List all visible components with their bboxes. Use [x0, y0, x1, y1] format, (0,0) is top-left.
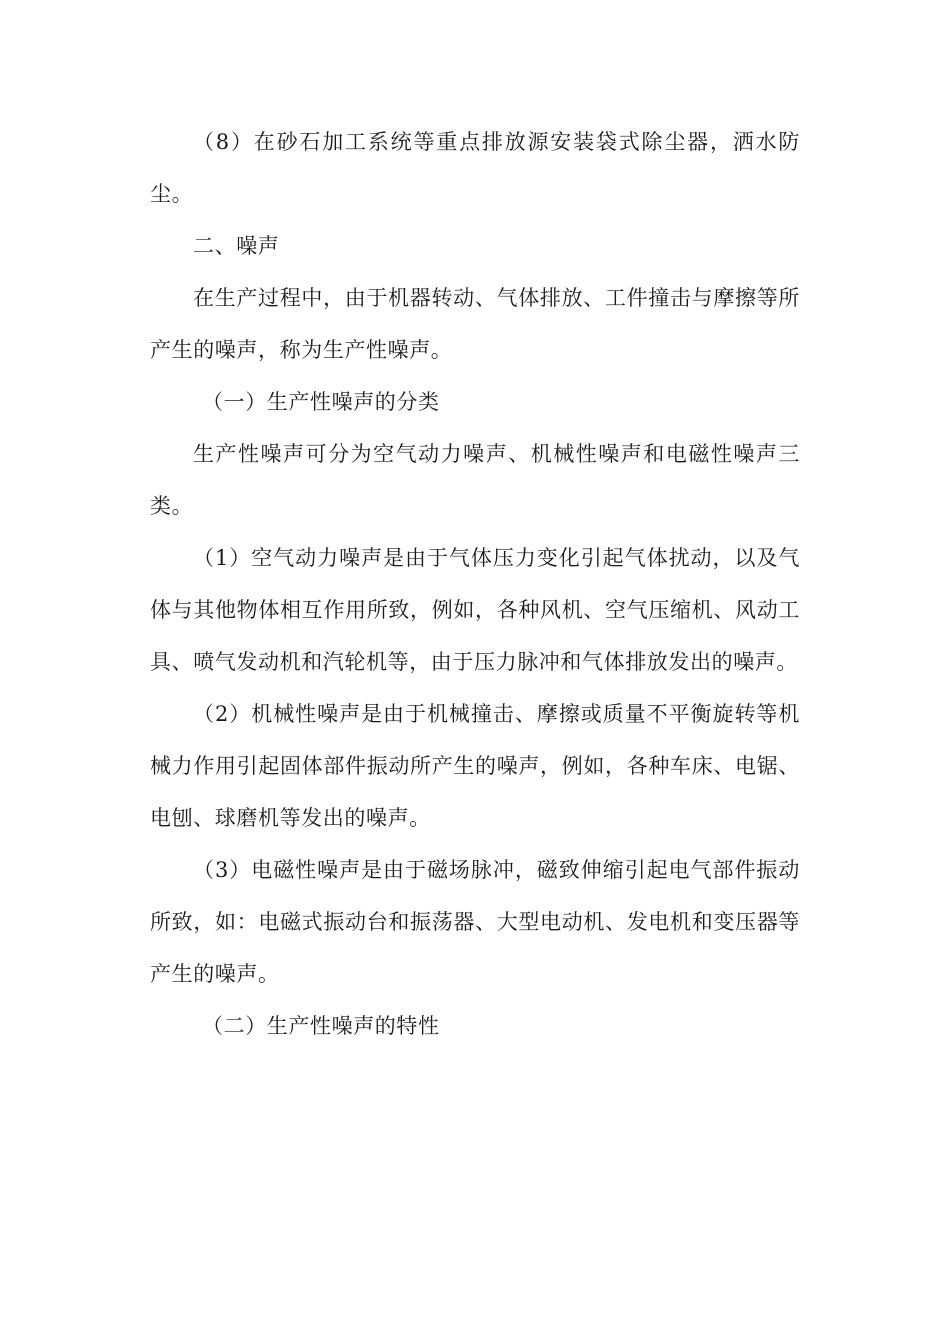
paragraph-aerodynamic-noise: （1）空气动力噪声是由于气体压力变化引起气体扰动，以及气体与其他物体相互作用所致，例如，各种风机、空气压缩机、风动工具、喷气发动机和汽轮机等，由于压力脉冲和气体排放发出的噪声。 [150, 546, 800, 674]
paragraph-electromagnetic-noise: （3）电磁性噪声是由于磁场脉冲，磁致伸缩引起电气部件振动所致，如：电磁式振动台和振荡器、大型电动机、发电机和变压器等产生的噪声。 [150, 858, 800, 986]
document-page [150, 116, 800, 1052]
paragraph-noise-definition: 在生产过程中，由于机器转动、气体排放、工件撞击与摩擦等所产生的噪声，称为生产性噪声。 [150, 286, 800, 362]
subsection-heading-classification: （一）生产性噪声的分类 [202, 390, 440, 414]
paragraph-dust-removal: （8）在砂石加工系统等重点排放源安装袋式除尘器，洒水防尘。 [150, 130, 800, 206]
paragraph-mechanical-noise: （2）机械性噪声是由于机械撞击、摩擦或质量不平衡旋转等机械力作用引起固体部件振动所产生的噪声，例如，各种车床、电锯、电刨、球磨机等发出的噪声。 [150, 702, 800, 830]
section-heading-noise: 二、噪声 [193, 234, 280, 258]
subsection-heading-characteristics: （二）生产性噪声的特性 [202, 1014, 440, 1038]
paragraph-classification-intro: 生产性噪声可分为空气动力噪声、机械性噪声和电磁性噪声三类。 [150, 442, 800, 518]
